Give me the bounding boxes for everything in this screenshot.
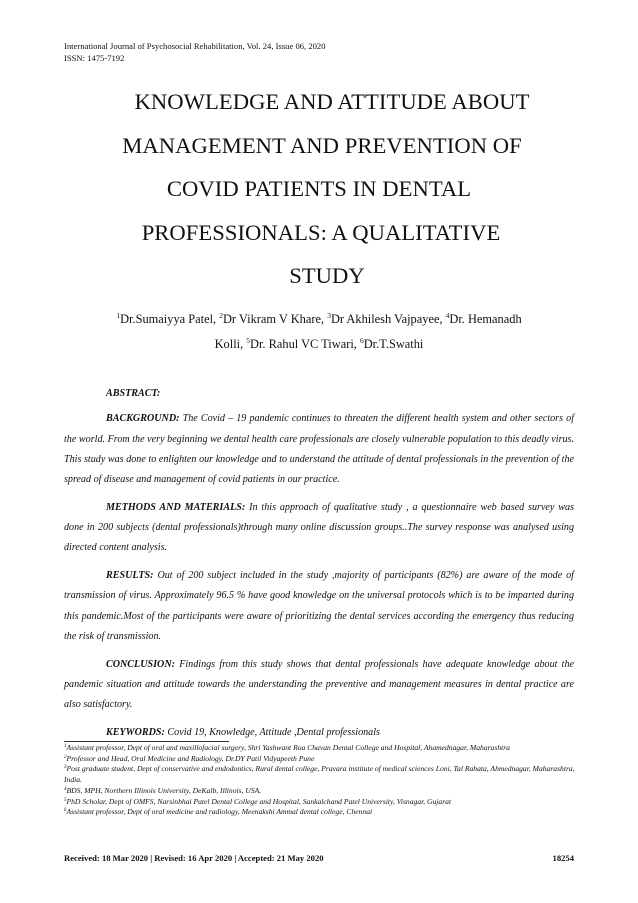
section-label: BACKGROUND: [106,413,180,425]
footnote: $^5$PhD Scholar, Dept of OMFS, Narsinbhai Patel Dental College and Hospital, Sankalchand Patel University, Visnagar, Gujarat [64,796,452,806]
submission-dates: Received: 18 Mar 2020 | Revised: 16 Apr 2020 | Accepted: 21 May 2020 [64,853,324,863]
author: Dr.T.Swathi [363,337,424,351]
journal-header [64,40,326,64]
title-line: PROFESSIONALS: A QUALITATIVE [141,219,501,245]
footnote: $^1$Assistant professor, Dept of oral and maxillofacial surgery, Shri Yashwant Roa Chavan Dental College and Hospital, Ahamednagar, Maharashtra [64,743,510,752]
abstract-heading: ABSTRACT: [106,388,161,399]
keywords: KEYWORDS: Covid 19, Knowledge, Attitude ,Dental professionals [106,727,380,739]
page-number: 18254 [552,853,574,863]
abstract-conclusion: CONCLUSION: Findings from this study shows that dental professionals have adequate knowledge about the pandemic situation and attitude towards the understanding the preventive and management measures in dental practice are also satisfactory. [64,658,574,711]
author: Kolli, [214,337,247,351]
abstract-results: RESULTS: Out of 200 subject included in the study ,majority of participants (82%) are aware of the mode of transmission of virus. Approximately 96.5 % have good knowledge on the universal protocols which is to be imparted during this pandemic.Most of the participants were aware of prioritizing the dental services according the emergency thus reducing the risk of transmission. [64,570,574,643]
footnote: $^3$Post graduate student, Dept of conservative and endodontics, Rural dental college, Pravara institute of medical sciences Loni, Tal Rahata, Ahmednagar, Maharashtra, India. [64,764,575,785]
section-label: CONCLUSION: [106,658,175,670]
section-label: METHODS AND MATERIALS: [106,501,246,513]
page-footer [64,853,574,863]
title-line: COVID PATIENTS IN DENTAL [166,176,472,201]
author: Dr. Rahul VC Tiwari, [250,337,360,351]
author-line-2: Kolli, $^5$Dr. Rahul VC Tiwari, $^6$Dr.T.Swathi [214,336,424,351]
author-list [64,307,574,357]
footnote: $^4$BDS, MPH, Northern Illinois University, DeKalb, Illinois, USA. [64,785,262,795]
abstract [64,384,574,751]
title-line: KNOWLEDGE AND ATTITUDE ABOUT [134,89,530,114]
journal-citation: International Journal of Psychosocial Rehabilitation, Vol. 24, Issue 06, 2020 [64,41,326,51]
author: Dr Vikram V Khare, [222,312,328,326]
issn: ISSN: 1475-7192 [64,53,125,63]
footnote-divider [64,741,229,742]
section-label: RESULTS: [106,570,154,582]
author: Dr. Hemanadh [449,312,522,326]
section-label: KEYWORDS: [106,727,165,739]
paper-title [64,80,574,298]
author: Dr Akhilesh Vajpayee, [330,312,446,326]
abstract-background: BACKGROUND: The Covid – 19 pandemic continues to threaten the different health system and other sectors of the world. From the very beginning we dental health care professionals are closely vulnerable population to this deadly virus. This study was done to enlighten our knowledge and to understand the attitude of dental professionals in the prevention of the spread of disease and management of covid patients in our practice. [64,413,574,486]
author-line-1: $^1$Dr.Sumaiyya Patel, $^2$Dr Vikram V Khare, $^3$Dr Akhilesh Vajpayee, $^4$Dr. Hemanadh [116,311,522,326]
footnote: $^2$Professor and Head, Oral Medicine and Radiology, Dr.DY Patil Vidyapeeth Pune [64,753,315,763]
footnotes [64,743,576,818]
footnote: $^6$Assistant professor, Dept of oral medicine and radiology, Meenakshi Ammal dental college, Chennai [64,807,373,817]
abstract-methods: METHODS AND MATERIALS: In this approach of qualitative study , a questionnaire web based survey was done in 200 subjects (dental professionals)through many online discussion groups..The survey response was analysed using directed content analysis. [64,501,574,554]
title-line: STUDY [289,263,365,288]
title-line: MANAGEMENT AND PREVENTION OF [122,132,522,158]
author: Dr.Sumaiyya Patel, [120,312,220,326]
